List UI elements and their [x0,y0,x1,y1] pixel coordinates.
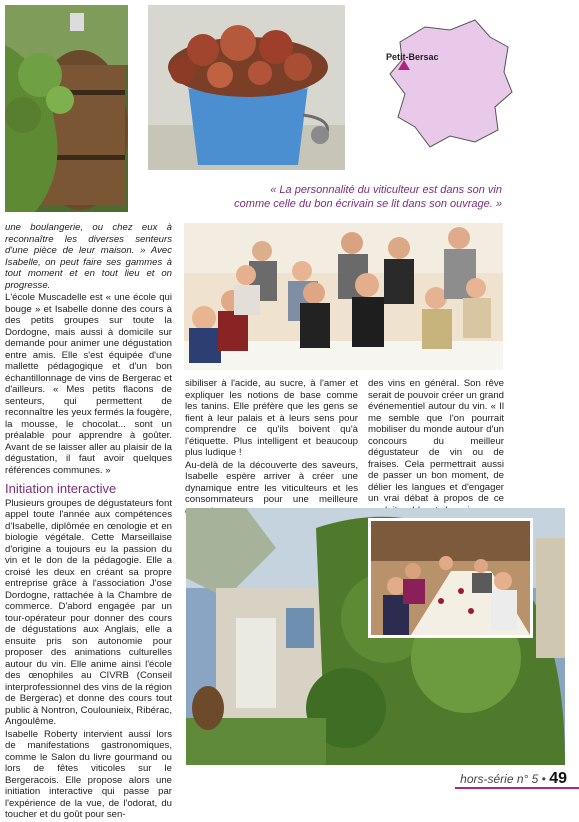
col1-para4: Isabelle Roberty intervient aussi lors de manifestations gastronomiques, comme le Salon du livre gourmand ou lors de fêtes viticoles sur le Bergeracois. Elle propose alors une initiation interactive qui passe par l'expérience de la vue, de l'odorat, du toucher et du goût pour sen- [5,728,172,820]
column-1 [5,222,172,822]
col1-para2: L'école Muscadelle est « une école qui bouge » et Isabelle donne des cours à des petits groupes sur toute la Dordogne, mais aussi à domicile sur demande pour animer une dégustation entre amis. Elle s'est équipée d'une mallette pédagogique et d'un bon échantillonnage de vins de Bergerac et d'ailleurs. « Mes petits flacons de senteurs, qui permettent de reconnaître les yeux fermés la fougère, la mousse, le chocolat... sont un préalable pour apprendre à goûter. Avant de se laisser aller au plaisir de la dégustation, il faut avoir quelques références communes. » [5,292,172,476]
photo-tasting-group [184,223,503,370]
page-footer [460,770,567,788]
col3-para1: des vins en général. Son rêve serait de pouvoir créer un grand événementiel autour du vin. « Il me semble que l'on pourrait mobiliser du monde autour d'un concours du meilleur dégustateur de vin ou de fraises. Cela permettrait aussi de passer un bon moment, de délier les langues et d'engager un vrai débat à propos de ce [368,378,504,504]
map-label-petit-bersac: Petit-Bersac [386,52,439,62]
column-2 [185,378,358,518]
page-number: 49 [549,770,567,787]
col2-para1: sibiliser à l'acide, au sucre, à l'amer et expliquer les notions de base comme les tanins. Elle préfère que les gens se fient à leur palais et à leurs sens pour comprendre ce qu'ils boivent qu'à l'étiquette. Plus intelligent et beaucoup plus ludique ! [185,378,358,458]
photo-dinner-table [368,518,533,638]
photo-barrel-greenery [5,5,128,212]
col2-para2: Au-delà de la découverte des saveurs, Isabelle espère arriver à créer une dynamique entre les viticulteurs et les consommateurs pour une meilleure [185,459,358,505]
footer-issue-label: hors-série n° 5 • [460,772,546,786]
column-3 [368,378,504,529]
pull-quote: « La personnalité du viticulteur est dans son vin comme celle du bon écrivain se lit dans son ouvrage. » [234,184,502,210]
section-heading-initiation: Initiation interactive [5,481,117,496]
map-dordogne [380,12,520,152]
col1-para3: Plusieurs groupes de dégustateurs font appel toute l'année aux compétences d'Isabelle, diplômée en œnologie et en biologie végétale. Cette Marseillaise d'origine a toujours eu la passion du vin et le don de la pédagogie. Elle a croisé les deux en créant sa propre entreprise grâce à l'association J'ose Dordogne, rattachée à la Chambre de commerce. D'abord engagée par un tour-opérateur pour donner des cours de dégustations aux Anglais, elle a ensuite pris son autonomie pour proposer des animations culturelles autour du vin. Elle anime ainsi l'école des œnophiles au CIVRB (Conseil interprofessionnel des vins de la région de Bergerac) et donne des cours tout public à Nontron, Coulounieix, Ribérac, Angoulême. [5,497,172,727]
col1-para1: une boulangerie, ou chez eux à reconnaître les diverses senteurs d'une pièce de leur maison. » Avec Isabelle, on peut faire ses gammes à tout moment et en tout lieu et on progresse. [5,222,172,291]
photo-bucket-succulents [148,5,345,170]
